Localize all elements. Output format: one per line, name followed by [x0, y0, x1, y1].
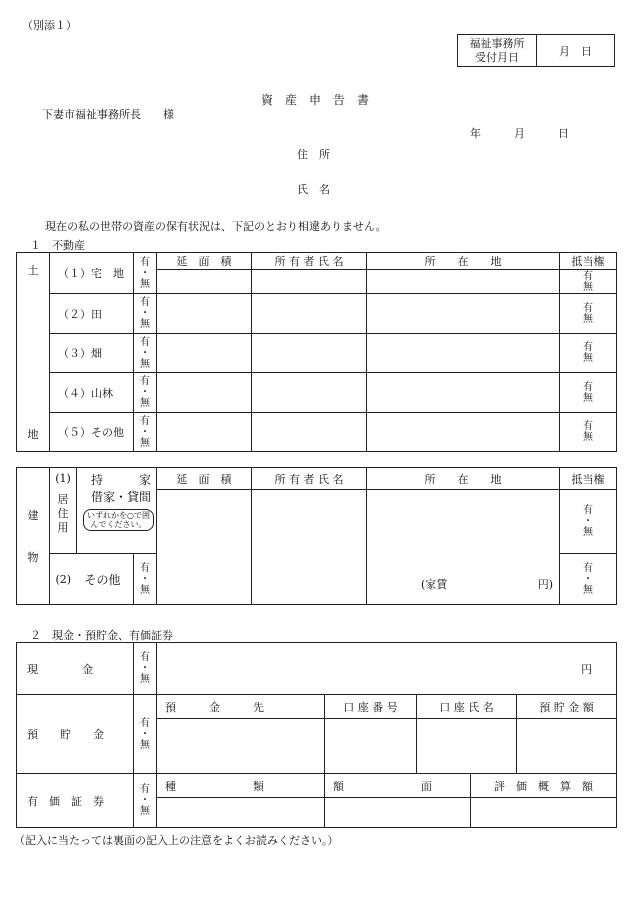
deposit-cell[interactable]	[517, 719, 617, 774]
land-side-label	[17, 253, 50, 452]
land-cell[interactable]	[252, 373, 367, 413]
land-mortgage-cell[interactable]: 有 無	[560, 373, 617, 413]
annex-label: （別添１）	[22, 19, 77, 32]
land-cell[interactable]	[252, 334, 367, 373]
land-mortgage-cell[interactable]: 有 無	[560, 270, 617, 294]
securities-header-valuation: 評 価 概 算 額	[471, 774, 617, 798]
building-table	[16, 467, 617, 605]
securities-header-face: 額 面	[325, 774, 471, 798]
address-label: 住 所	[297, 148, 330, 161]
land-cell[interactable]	[252, 413, 367, 452]
securities-label: 有 価 証 券	[17, 774, 134, 828]
building-header-location: 所 在 地	[367, 468, 560, 490]
receipt-label-line1: 福祉事務所	[469, 36, 525, 50]
land-row-umu: 有 ・ 無	[134, 253, 157, 294]
cash-row	[17, 643, 617, 695]
building-r2-num: (2)	[50, 554, 77, 605]
building-r2-label: その他	[77, 554, 134, 605]
deposit-label: 預 貯 金	[17, 695, 134, 774]
deposit-header-account-name: 口 座 氏 名	[417, 695, 517, 719]
building-label-bottom: 物	[27, 551, 39, 564]
land-cell[interactable]	[367, 373, 560, 413]
building-mortgage-cell[interactable]: 有 ・ 無	[560, 490, 617, 554]
securities-cell[interactable]	[325, 798, 471, 828]
land-row-label: （２）田	[50, 294, 134, 334]
receipt-date: 月 日	[537, 35, 615, 67]
declaration: 現在の私の世帯の資産の保有状況は、下記のとおり相違ありません。	[45, 220, 387, 233]
land-cell[interactable]	[157, 270, 252, 294]
securities-cell[interactable]	[157, 798, 325, 828]
building-side-label	[17, 468, 50, 605]
rent-label: (家賃	[421, 578, 448, 591]
footer-note: （記入に当たっては裏面の記入上の注意をよくお読みください。）	[14, 834, 339, 847]
building-r2-umu: 有 ・ 無	[134, 554, 157, 605]
rent-unit: 円)	[537, 578, 554, 591]
building-r1-num: (1) 居 住 用	[50, 468, 77, 554]
land-row-label: （５）その他	[50, 413, 134, 452]
deposit-header-account-no: 口 座 番 号	[325, 695, 417, 719]
land-header-mortgage: 抵当権	[560, 253, 617, 270]
building-cell[interactable]	[157, 490, 252, 605]
land-row-label: （４）山林	[50, 373, 134, 413]
land-row-umu: 有 ・ 無	[134, 334, 157, 373]
land-cell[interactable]	[367, 334, 560, 373]
cash-label: 現 金	[17, 643, 134, 695]
addressee: 下妻市福祉事務所長 様	[42, 108, 174, 121]
land-cell[interactable]	[157, 334, 252, 373]
land-row-umu: 有 ・ 無	[134, 413, 157, 452]
land-label-top: 土	[27, 264, 39, 277]
land-header-owner: 所 有 者 氏 名	[252, 253, 367, 270]
receipt-label-line2: 受付月日	[475, 50, 519, 64]
land-row	[17, 334, 617, 373]
land-header-location: 所 在 地	[367, 253, 560, 270]
deposit-umu: 有 ・ 無	[134, 695, 157, 774]
deposit-cell[interactable]	[157, 719, 325, 774]
land-cell[interactable]	[157, 373, 252, 413]
date-line: 年 月 日	[470, 127, 569, 140]
building-label-top: 建	[27, 509, 39, 522]
building-header-mortgage: 抵当権	[560, 468, 617, 490]
section2-heading: ２ 現金・預貯金、有価証券	[30, 629, 173, 642]
securities-cell[interactable]	[471, 798, 617, 828]
land-row	[17, 373, 617, 413]
land-cell[interactable]	[367, 270, 560, 294]
land-cell[interactable]	[157, 294, 252, 334]
cash-amount[interactable]: 円	[157, 643, 617, 695]
land-header-area: 延 面 積	[157, 253, 252, 270]
circle-note: いずれかを○で囲んでください。	[83, 509, 154, 531]
receipt-label	[458, 35, 537, 67]
deposit-header-bank: 預 金 先	[157, 695, 325, 719]
building-header-area: 延 面 積	[157, 468, 252, 490]
owned-house[interactable]: 持 家	[91, 473, 152, 487]
deposit-header-amount: 預 貯 金 額	[517, 695, 617, 719]
land-mortgage-cell[interactable]: 有 無	[560, 334, 617, 373]
receipt-box	[457, 34, 615, 67]
land-cell[interactable]	[157, 413, 252, 452]
land-mortgage-cell[interactable]: 有 無	[560, 294, 617, 334]
document-title: 資 産 申 告 書	[260, 93, 369, 107]
land-table	[16, 252, 617, 452]
land-cell[interactable]	[367, 294, 560, 334]
land-row-umu: 有 ・ 無	[134, 373, 157, 413]
land-row	[17, 413, 617, 452]
building-r1-label	[77, 468, 157, 554]
cash-umu: 有 ・ 無	[134, 643, 157, 695]
building-location-cell[interactable]	[367, 490, 560, 605]
assets-table	[16, 642, 617, 828]
land-label-bottom: 地	[27, 428, 39, 441]
securities-umu: 有 ・ 無	[134, 774, 157, 828]
land-row	[17, 294, 617, 334]
land-row-label: （１）宅 地	[50, 253, 134, 294]
land-mortgage-cell[interactable]: 有 無	[560, 413, 617, 452]
section1-heading: １ 不動産	[30, 239, 85, 252]
name-label: 氏 名	[297, 183, 330, 196]
rented-house[interactable]: 借家・貸間	[91, 490, 152, 505]
building-mortgage-cell[interactable]: 有 ・ 無	[560, 554, 617, 605]
land-row-label: （３）畑	[50, 334, 134, 373]
building-header-owner: 所 有 者 氏 名	[252, 468, 367, 490]
securities-header-type: 種 類	[157, 774, 325, 798]
building-cell[interactable]	[252, 490, 367, 605]
land-cell[interactable]	[367, 413, 560, 452]
land-cell[interactable]	[252, 270, 367, 294]
deposit-cell[interactable]	[325, 719, 417, 774]
land-cell[interactable]	[252, 294, 367, 334]
land-row-umu: 有 ・ 無	[134, 294, 157, 334]
deposit-cell[interactable]	[417, 719, 517, 774]
